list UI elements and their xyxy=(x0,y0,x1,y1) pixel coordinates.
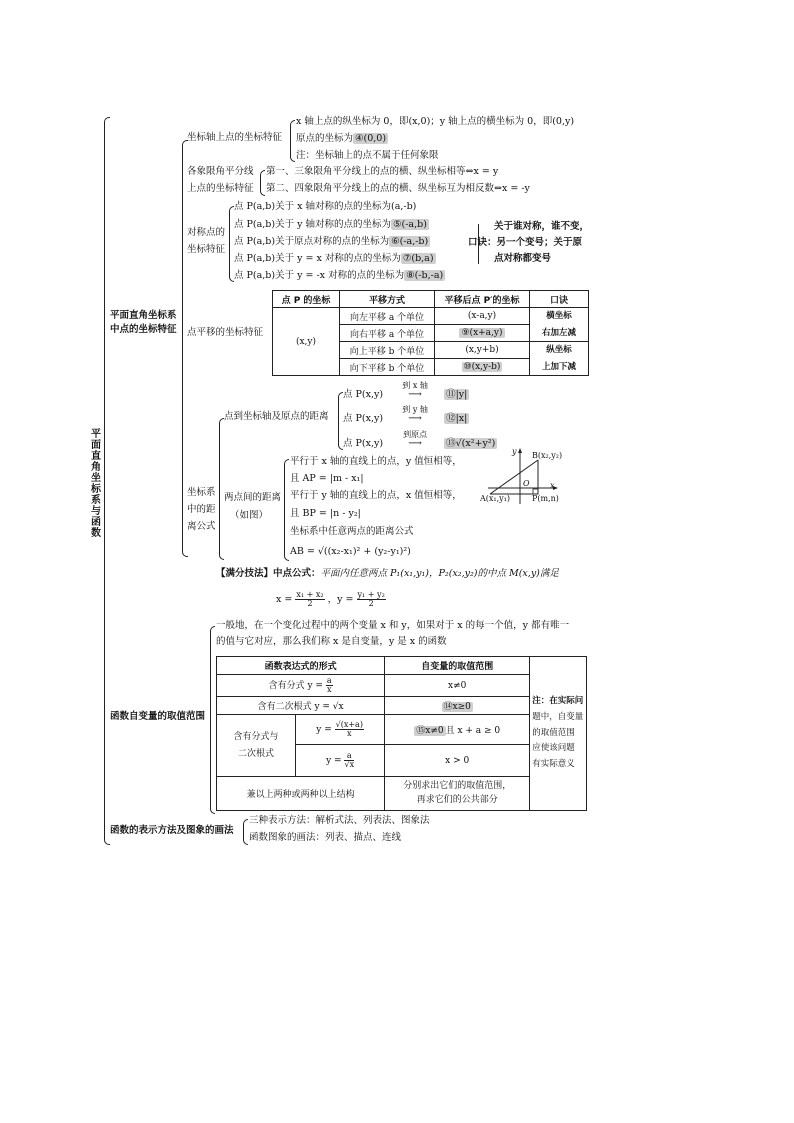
translation-table xyxy=(272,290,589,376)
row1-range: x≠0 xyxy=(385,675,530,697)
th-way: 平移方式 xyxy=(340,291,435,308)
midpoint-y-den: 2 xyxy=(368,599,374,608)
domain-table xyxy=(216,656,587,811)
note-line1 xyxy=(532,694,584,710)
bisector-label2: 上点的坐标特征 xyxy=(187,183,254,194)
row1-den: x xyxy=(326,685,332,694)
root-title: 平面直角坐标系与函数 xyxy=(88,428,100,538)
distance-label2: 中的距 xyxy=(187,504,216,515)
arrow-y-axis: 到 y 轴 ⟶ xyxy=(386,414,444,425)
note-line1-text: 注：在实际问 xyxy=(532,696,584,707)
axis-line3: 注：坐标轴上的点不属于任何象限 xyxy=(296,150,439,161)
midpoint-tag: 【满分技法】中点公式： xyxy=(216,568,321,579)
fig-label-y: y xyxy=(512,447,517,456)
arrow-x-axis: 到 x 轴 ⟶ xyxy=(386,390,444,401)
cell-result-1 xyxy=(435,325,530,342)
row3a-pre: y = xyxy=(316,725,332,735)
midpoint-y-eq: ，y = xyxy=(327,594,354,605)
symmetric-tip2: 口诀：另一个变号；关于原 xyxy=(468,237,583,248)
row3-label xyxy=(217,715,296,777)
two-point-label1: 两点间的距离 xyxy=(224,492,282,503)
row3a-form xyxy=(296,715,385,745)
arrow-y-label: 到 y 轴 xyxy=(402,405,428,414)
fig-label-P: P(m,n) xyxy=(532,494,559,503)
answer-6: ⑥(-a,-b) xyxy=(391,236,429,247)
symmetric-line5 xyxy=(234,271,445,282)
bisector-brace xyxy=(260,170,265,196)
arrow-origin: 到原点 ⟶ xyxy=(386,439,444,450)
dist-p2: 点 P(x,y) xyxy=(343,413,384,424)
row3b-range: x > 0 xyxy=(385,745,530,777)
two-point-line1: 平行于 x 轴的直线上的点，y 值恒相等， xyxy=(290,456,462,467)
answer-11: ⑪|y| xyxy=(446,389,468,400)
th-range: 自变量的取值范围 xyxy=(385,657,530,675)
note-cell xyxy=(530,657,587,811)
distance-label1: 坐标系 xyxy=(187,487,216,498)
two-point-brace xyxy=(284,459,289,561)
cell-way-0: 向左平移 a 个单位 xyxy=(340,308,435,325)
midpoint-x-frac xyxy=(295,591,324,608)
midpoint-x-den: 2 xyxy=(307,599,313,608)
rhyme-1: 横坐标 xyxy=(546,311,572,322)
row4-range2: 再求它们的公共部分 xyxy=(416,794,498,805)
axis-brace xyxy=(290,120,295,162)
axis-line2 xyxy=(296,134,388,145)
row3b-pre: y = xyxy=(326,756,342,766)
fig-label-x: x xyxy=(550,481,555,490)
answer-15: ⑮x≠0 xyxy=(416,726,444,736)
rhyme-4: 上加下减 xyxy=(541,361,576,372)
th-result: 平移后点 P′的坐标 xyxy=(435,291,530,308)
row1-num: a xyxy=(326,676,332,685)
note-line5: 有实际意义 xyxy=(532,759,575,770)
symmetric-line3 xyxy=(234,237,430,248)
row3a-range xyxy=(385,715,530,745)
dist-p3: 点 P(x,y) xyxy=(343,438,384,449)
row2-range xyxy=(385,697,530,715)
symmetric-line3-text: 点 P(a,b)关于原点对称的点的坐标为 xyxy=(234,236,390,247)
answer-12: ⑫|x| xyxy=(446,413,468,424)
row3b-num: a xyxy=(344,752,354,761)
axis-line1: x 轴上点的纵坐标为 0，即(x,0)；y 轴上点的横坐标为 0，即(0,y) xyxy=(296,116,575,127)
row4-form: 兼以上两种或两种以上结构 xyxy=(217,777,385,811)
arrow-origin-label: 到原点 xyxy=(403,430,428,439)
answer-7: ⑦(b,a) xyxy=(402,253,434,264)
section3-line1: 三种表示方法：解析式法、列表法、图象法 xyxy=(249,815,430,826)
cell-result-2: (x,y+b) xyxy=(435,342,530,359)
th-rhyme: 口诀 xyxy=(530,291,589,308)
note-line3: 的取值范围 xyxy=(532,727,575,738)
symmetric-line5-text: 点 P(a,b)关于 y = -x 对称的点的坐标为 xyxy=(234,270,405,281)
distance-brace xyxy=(219,418,224,560)
row3a-den: x xyxy=(347,729,352,738)
arrow-x-label: 到 x 轴 xyxy=(402,381,428,390)
fig-label-B: B(x₂,y₂) xyxy=(532,451,563,460)
cell-rhyme-x xyxy=(530,308,589,342)
row1-label: 含有分式 y = xyxy=(268,681,323,691)
row3a-frac xyxy=(335,721,364,738)
row2-form: 含有二次根式 y = √x xyxy=(217,697,385,715)
cell-way-3: 向下平移 b 个单位 xyxy=(340,359,435,376)
section2-intro2: 的值与它对应，那么我们称 x 是自变量，y 是 x 的函数 xyxy=(216,636,447,647)
midpoint-y-num: y₁ + y₂ xyxy=(357,590,385,599)
answer-4: ④(0,0) xyxy=(355,133,387,144)
symmetric-line2 xyxy=(234,220,429,231)
rhyme-2: 右加左减 xyxy=(541,327,576,338)
midpoint-line xyxy=(216,569,559,580)
fig-label-O: O xyxy=(523,479,530,488)
answer-14: ⑭x≥0 xyxy=(443,702,471,712)
section3-line2: 函数图象的画法：列表、描点、连线 xyxy=(249,832,402,843)
cell-result-3 xyxy=(435,359,530,376)
bisector-line1: 第一、三象限角平分线上的点的横、纵坐标相等⇔x = y xyxy=(266,166,499,177)
symmetric-tip3: 点对称都变号 xyxy=(494,253,552,264)
symmetric-label1: 对称点的 xyxy=(187,227,226,238)
translation-label: 点平移的坐标特征 xyxy=(187,327,264,338)
midpoint-formula xyxy=(276,591,386,608)
symmetric-line4-text: 点 P(a,b)关于 y = x 对称的点的坐标为 xyxy=(234,253,401,264)
midpoint-text: 平面内任意两点 P₁(x₁,y₁)，P₂(x₂,y₂)的中点 M(x,y)满足 xyxy=(320,568,559,579)
row4-range xyxy=(385,777,530,811)
dist-row2 xyxy=(343,405,469,425)
cell-rhyme-y xyxy=(530,342,589,376)
row3-label1: 含有分式与 xyxy=(233,732,279,743)
bisector-label1: 各象限角平分线 xyxy=(187,166,254,177)
section1-title-line1: 平面直角坐标系 xyxy=(110,310,177,321)
answer-9: ⑨(x+a,y) xyxy=(461,328,503,338)
bisector-line2: 第二、四象限角平分线上的点的横、纵坐标互为相反数⇔x = -y xyxy=(266,183,530,194)
row4-range1: 分别求出它们的取值范围， xyxy=(403,781,512,791)
distance-label3: 离公式 xyxy=(187,521,216,532)
root-brace xyxy=(104,117,110,845)
cell-point: (x,y) xyxy=(273,308,340,376)
answer-13: ⑬√(x²+y²) xyxy=(446,438,496,449)
dist-row3 xyxy=(343,430,497,450)
note-line4: 应使该问题 xyxy=(532,743,575,754)
note-line2: 题中，自变量 xyxy=(532,711,584,722)
section2-brace xyxy=(210,626,215,814)
th-point: 点 P 的坐标 xyxy=(273,291,340,308)
cell-result-0: (x-a,y) xyxy=(435,308,530,325)
symmetric-tip1: 关于谁对称，谁不变， xyxy=(494,221,590,232)
row1-form xyxy=(217,675,385,697)
two-point-label2: （如图） xyxy=(230,510,269,521)
section3-brace xyxy=(243,819,248,845)
dist-p1: 点 P(x,y) xyxy=(343,389,384,400)
two-point-line3: 平行于 y 轴的直线上的点，x 值恒相等， xyxy=(290,490,462,501)
axis-label: 坐标轴上点的坐标特征 xyxy=(187,132,283,143)
section3-title: 函数的表示方法及图象的画法 xyxy=(110,825,234,836)
th-form: 函数表达式的形式 xyxy=(217,657,385,675)
section2-title: 函数自变量的取值范围 xyxy=(110,711,206,722)
answer-5: ⑤(-a,b) xyxy=(393,219,427,230)
row3-label2: 二次根式 xyxy=(237,748,274,759)
answer-8: ⑧(-b,-a) xyxy=(406,270,444,281)
fig-label-A: A(x₁,y₁) xyxy=(480,494,511,503)
cell-way-2: 向上平移 b 个单位 xyxy=(340,342,435,359)
answer-10: ⑩(x,y-b) xyxy=(463,362,501,372)
two-point-line4: 且 BP = |n - y₂| xyxy=(290,508,361,519)
two-point-line2: 且 AP = |m - x₁| xyxy=(290,473,364,484)
midpoint-y-frac xyxy=(357,591,386,608)
row3a-range-rest: 且 x + a ≥ 0 xyxy=(445,726,501,736)
dist-row1 xyxy=(343,381,469,401)
symmetric-line2-text: 点 P(a,b)关于 y 轴对称的点的坐标为 xyxy=(234,219,391,230)
midpoint-x-eq: x = xyxy=(276,594,293,605)
row3b-form xyxy=(296,745,385,777)
two-point-line5: 坐标系中任意两点的距离公式 xyxy=(290,526,414,537)
section2-intro1: 一般地，在一个变化过程中的两个变量 x 和 y，如果对于 x 的每一个值，y 都有唯一 xyxy=(216,620,570,631)
symmetric-line1: 点 P(a,b)关于 x 轴对称的点的坐标为(a,-b) xyxy=(234,201,417,212)
symmetric-line4 xyxy=(234,254,436,265)
two-point-line6: AB = √((x₂-x₁)² + (y₂-y₁)²) xyxy=(290,546,411,557)
to-axis-label: 点到坐标轴及原点的距离 xyxy=(224,411,329,422)
section1-title-line2: 中点的坐标特征 xyxy=(110,324,177,335)
rhyme-3: 纵坐标 xyxy=(546,345,572,356)
midpoint-x-num: x₁ + x₂ xyxy=(296,590,324,599)
row3a-num: √(x+a) xyxy=(335,720,363,729)
symmetric-label2: 坐标特征 xyxy=(187,244,226,255)
row3b-den: √x xyxy=(344,760,355,769)
cell-way-1: 向右平移 a 个单位 xyxy=(340,325,435,342)
row3b-frac xyxy=(344,752,354,769)
axis-line2-text: 原点的坐标为 xyxy=(296,133,354,144)
row1-frac xyxy=(326,677,333,694)
